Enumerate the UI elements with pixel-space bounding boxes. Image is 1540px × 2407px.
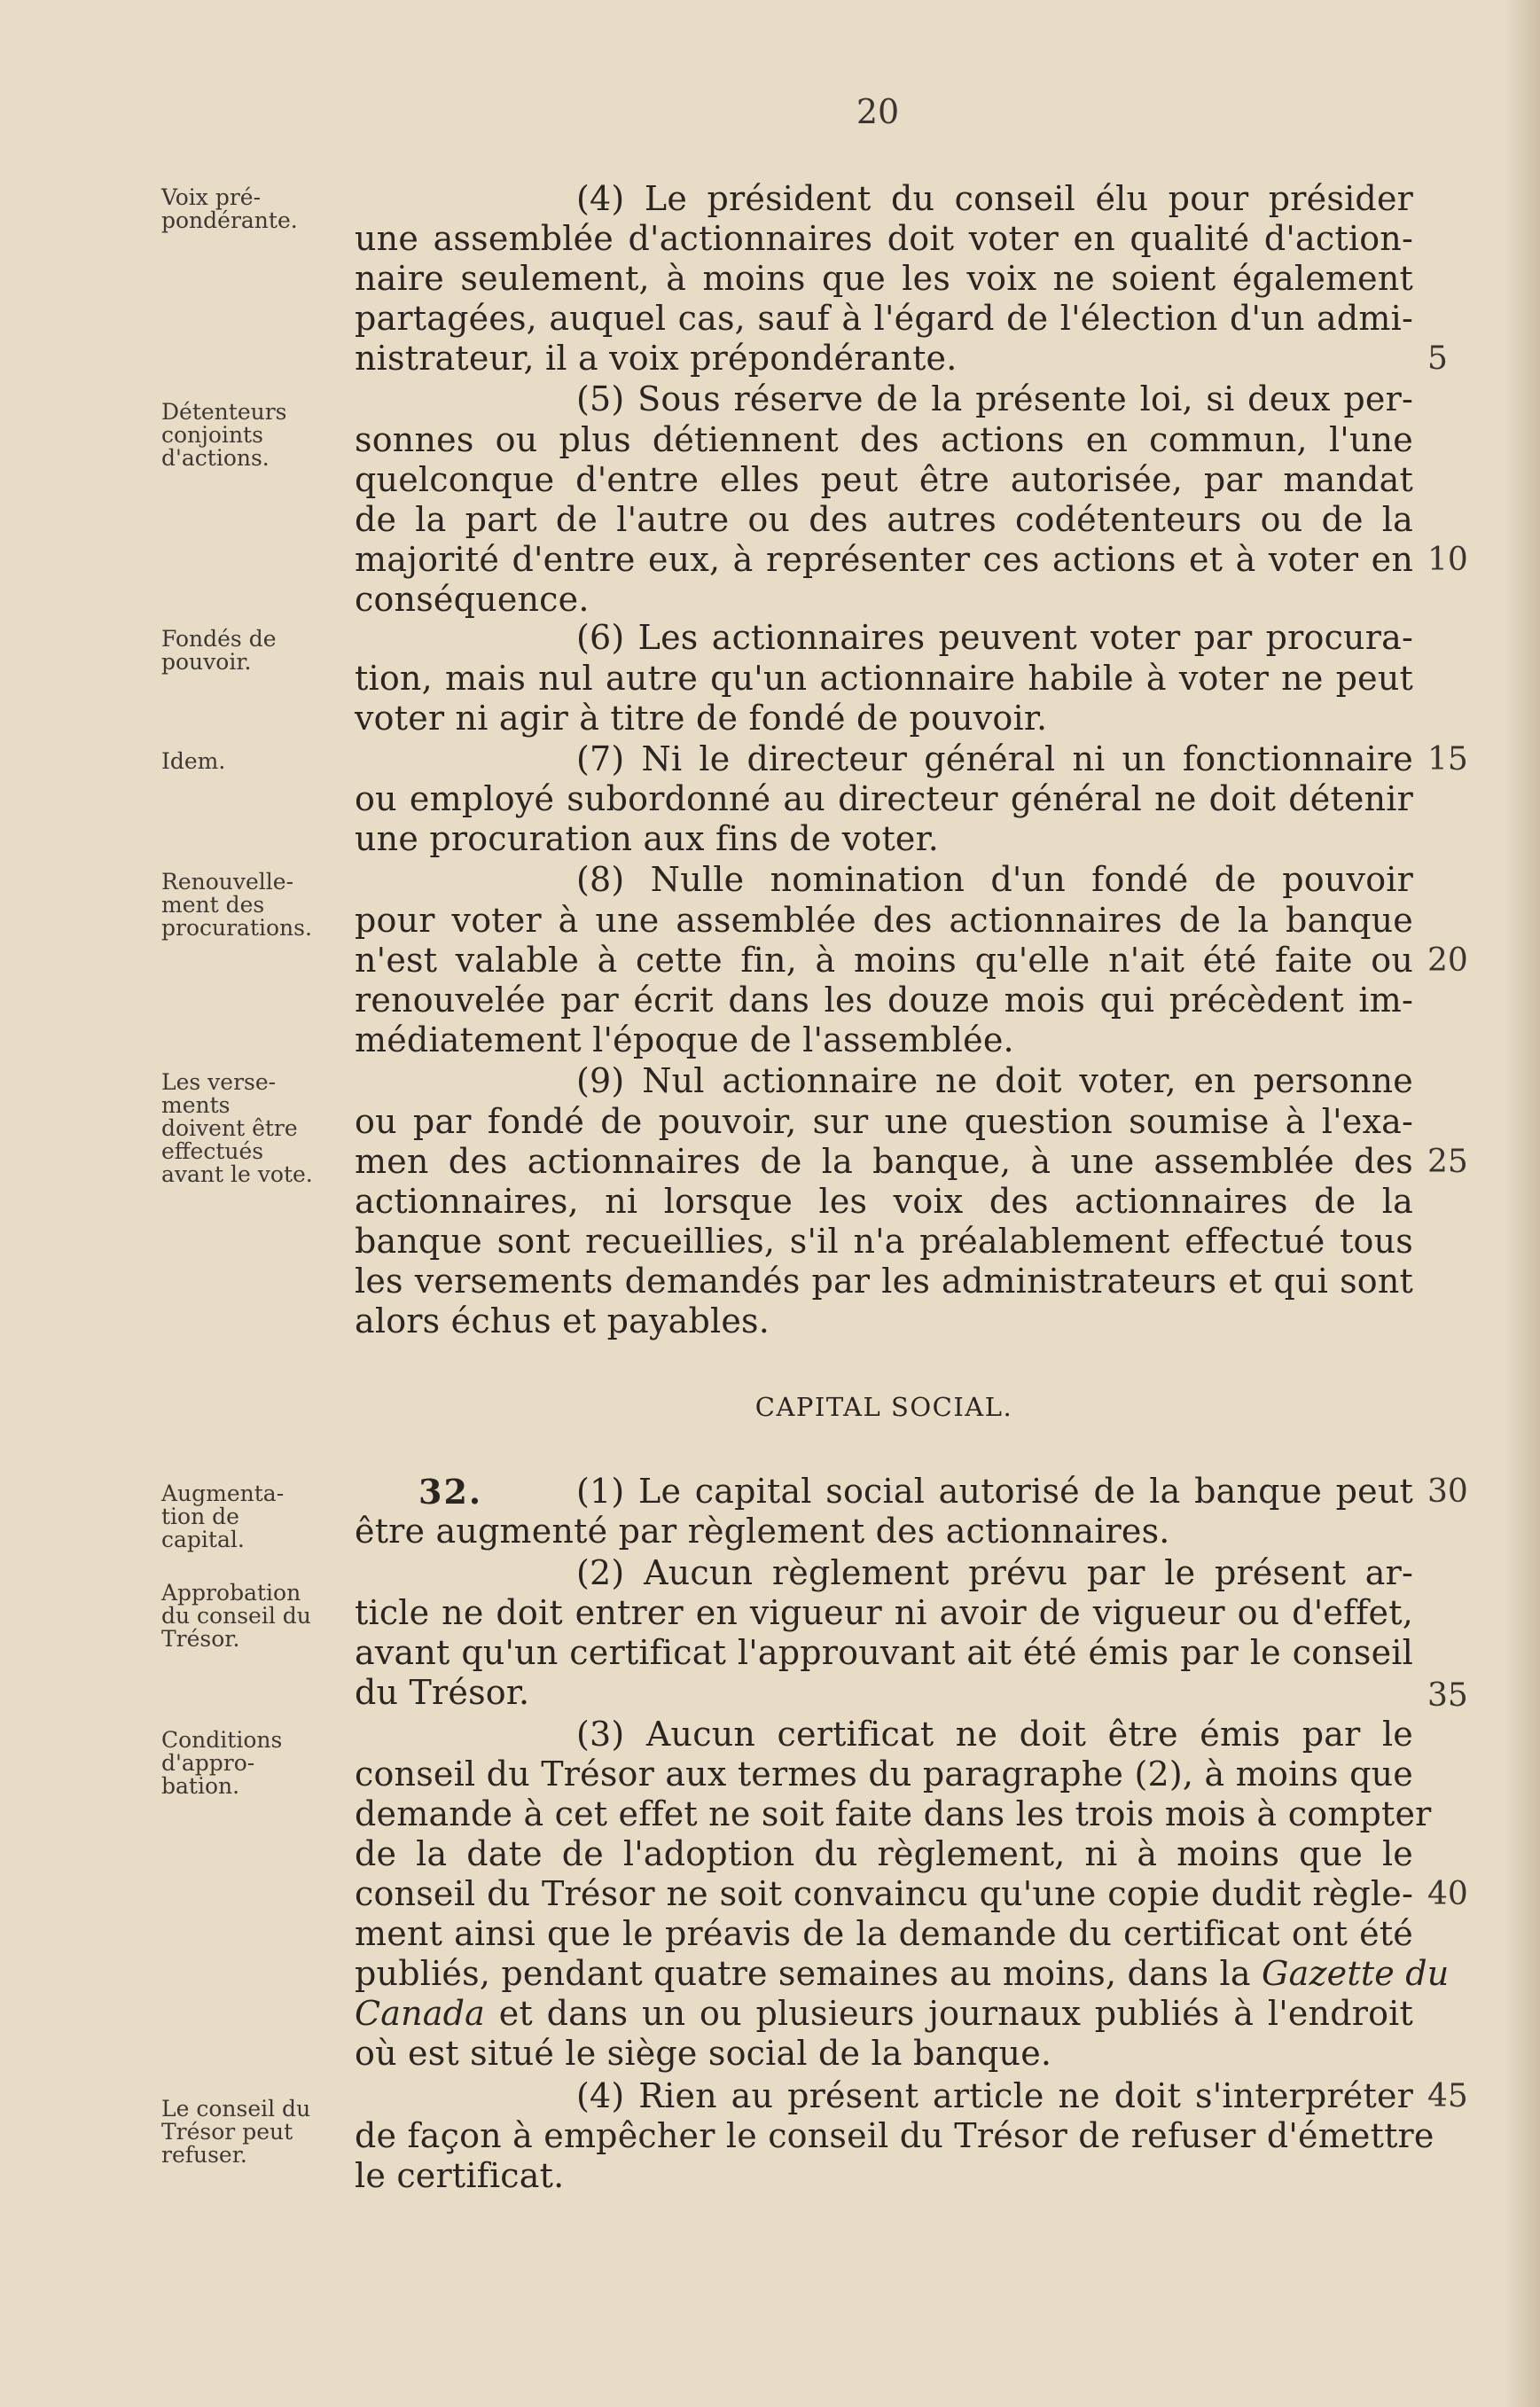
margin-note-line: d'appro-	[161, 1750, 255, 1776]
margin-note-renouvellement	[161, 871, 348, 940]
text-line: conseil du Trésor aux termes du paragraphe (2), à moins que	[355, 1754, 1413, 1794]
text-line: (4) Le président du conseil élu pour présider	[576, 179, 1413, 218]
text-line: demande à cet effet ne soit faite dans les trois mois à compter	[355, 1794, 1432, 1833]
line-number: 40	[1427, 1876, 1468, 1912]
margin-note-line: bation.	[161, 1773, 240, 1799]
margin-note-line: Approbation	[161, 1580, 301, 1606]
text-line: où est situé le siège social de la banque.	[355, 2034, 1052, 2073]
text-line: être augmenté par règlement des actionnaires.	[355, 1512, 1170, 1551]
margin-note-voix	[161, 186, 348, 232]
margin-note-line: pondérante.	[161, 207, 298, 233]
text-line: de la date de l'adoption du règlement, ni à moins que le	[355, 1834, 1413, 1873]
margin-note-detenteurs	[161, 401, 348, 470]
margin-note-line: Trésor.	[161, 1626, 240, 1652]
margin-note-line: capital.	[161, 1527, 245, 1552]
margin-note-line: effectués	[161, 1138, 264, 1164]
section-heading: CAPITAL SOCIAL.	[754, 1392, 1013, 1422]
margin-note-line: ments	[161, 1092, 231, 1118]
text-line: (2) Aucun règlement prévu par le présent ar-	[576, 1553, 1413, 1592]
text-line: pour voter à une assemblée des actionnaires de la banque	[355, 901, 1413, 940]
text-line: sonnes ou plus détiennent des actions en commun, l'une	[355, 420, 1413, 459]
line-number: 20	[1427, 942, 1468, 979]
margin-note-conditions	[161, 1729, 348, 1798]
text-line: de la part de l'autre ou des autres codétenteurs ou de la	[355, 500, 1413, 539]
text-line: ou par fondé de pouvoir, sur une question soumise à l'exa-	[355, 1102, 1413, 1141]
text-line: renouvelée par écrit dans les douze mois qui précèdent im-	[355, 981, 1413, 1020]
margin-note-line: procurations.	[161, 915, 312, 941]
line-number: 15	[1427, 741, 1468, 778]
text-line: (4) Rien au présent article ne doit s'interpréter	[576, 2076, 1413, 2115]
margin-note-line: d'actions.	[161, 445, 270, 471]
text-line: avant qu'un certificat l'approuvant ait été émis par le conseil	[355, 1633, 1413, 1672]
margin-note-idem	[161, 750, 348, 773]
margin-note-line: Voix pré-	[161, 184, 262, 210]
text-line: conseil du Trésor ne soit convaincu qu'une copie dudit règle-	[355, 1874, 1413, 1913]
text-line: actionnaires, ni lorsque les voix des actionnaires de la	[355, 1182, 1413, 1221]
text-line: n'est valable à cette fin, à moins qu'elle n'ait été faite ou	[355, 941, 1413, 980]
text-line: quelconque d'entre elles peut être autorisée, par mandat	[355, 460, 1413, 499]
text-line: (8) Nulle nomination d'un fondé de pouvoir	[576, 860, 1413, 899]
margin-note-line: Trésor peut	[161, 2119, 293, 2145]
text-line: (1) Le capital social autorisé de la banque peut	[576, 1472, 1413, 1511]
margin-note-line: du conseil du	[161, 1603, 311, 1629]
margin-note-line: refuser.	[161, 2142, 247, 2168]
text-line: médiatement l'époque de l'assemblée.	[355, 1020, 1014, 1059]
text-line: ment ainsi que le préavis de la demande du certificat ont été	[355, 1914, 1413, 1953]
line-number: 35	[1427, 1677, 1468, 1714]
margin-note-line: avant le vote.	[161, 1161, 313, 1187]
margin-note-line: Renouvelle-	[161, 869, 294, 895]
page-number: 20	[856, 92, 900, 131]
text-line: publiés, pendant quatre semaines au moins, dans la Gazette du	[355, 1954, 1450, 1993]
line-number: 5	[1427, 340, 1448, 377]
line-number: 25	[1427, 1144, 1468, 1180]
text-line: (5) Sous réserve de la présente loi, si deux per-	[576, 379, 1413, 418]
text-line: du Trésor.	[355, 1673, 530, 1712]
text-line: voter ni agir à titre de fondé de pouvoir.	[355, 699, 1048, 738]
text-line: conséquence.	[355, 580, 590, 619]
margin-note-fondes	[161, 628, 348, 674]
section-number: 32.	[418, 1472, 483, 1512]
margin-note-line: Fondés de	[161, 626, 277, 652]
margin-note-line: ment des	[161, 892, 265, 918]
margin-note-line: Conditions	[161, 1727, 283, 1753]
text-line: ticle ne doit entrer en vigueur ni avoir de vigueur ou d'effet,	[355, 1593, 1413, 1632]
margin-note-line: Détenteurs	[161, 399, 287, 425]
line-number: 45	[1427, 2078, 1468, 2114]
margin-note-line: Augmenta-	[161, 1481, 285, 1506]
margin-note-line: Le conseil du	[161, 2096, 311, 2122]
text-line: naire seulement, à moins que les voix ne soient également	[355, 259, 1413, 298]
text-line: nistrateur, il a voix prépondérante.	[355, 339, 958, 378]
text-line: majorité d'entre eux, à représenter ces actions et à voter en	[355, 540, 1413, 579]
margin-note-versements	[161, 1071, 348, 1186]
margin-note-line: Idem.	[161, 748, 226, 774]
text-line: tion, mais nul autre qu'un actionnaire habile à voter ne peut	[355, 659, 1413, 698]
text-line: (6) Les actionnaires peuvent voter par procura-	[576, 618, 1413, 657]
text-line: une assemblée d'actionnaires doit voter en qualité d'action-	[355, 219, 1413, 258]
line-number: 30	[1427, 1473, 1468, 1510]
text-line: alors échus et payables.	[355, 1301, 770, 1340]
text-line: Canada et dans un ou plusieurs journaux publiés à l'endroit	[355, 1994, 1413, 2033]
margin-note-line: doivent être	[161, 1115, 298, 1141]
margin-note-refuser	[161, 2098, 348, 2167]
margin-note-line: conjoints	[161, 422, 263, 448]
margin-note-approbation	[161, 1582, 348, 1651]
text-line: (9) Nul actionnaire ne doit voter, en personne	[576, 1061, 1413, 1100]
text-line: de façon à empêcher le conseil du Trésor de refuser d'émettre	[355, 2116, 1434, 2155]
margin-note-line: Les verse-	[161, 1069, 277, 1095]
margin-note-line: pouvoir.	[161, 649, 252, 675]
text-line: (7) Ni le directeur général ni un fonctionnaire	[576, 739, 1413, 778]
line-number: 10	[1427, 542, 1468, 578]
text-line: une procuration aux fins de voter.	[355, 819, 940, 858]
text-line: (3) Aucun certificat ne doit être émis par le	[576, 1715, 1413, 1754]
margin-note-line: tion de	[161, 1504, 239, 1529]
text-line: le certificat.	[355, 2156, 565, 2195]
text-line: ou employé subordonné au directeur général ne doit détenir	[355, 779, 1413, 818]
text-line: les versements demandés par les administrateurs et qui sont	[355, 1262, 1413, 1301]
text-line: banque sont recueillies, s'il n'a préalablement effectué tous	[355, 1222, 1413, 1261]
text-line: men des actionnaires de la banque, à une assemblée des	[355, 1142, 1413, 1181]
text-line: partagées, auquel cas, sauf à l'égard de l'élection d'un admi-	[355, 299, 1413, 338]
margin-note-augmentation	[161, 1482, 348, 1551]
page-edge-shadow	[1505, 0, 1540, 2407]
